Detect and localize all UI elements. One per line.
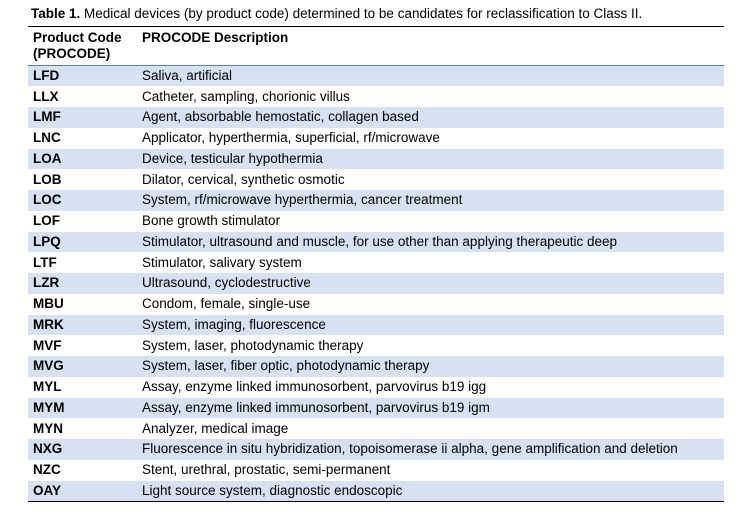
row-product-code: MBU xyxy=(33,296,64,312)
table-row xyxy=(28,356,724,377)
row-description: Applicator, hyperthermia, superficial, rf/microwave xyxy=(142,130,440,146)
row-description: Stent, urethral, prostatic, semi-permanent xyxy=(142,462,391,478)
table-row xyxy=(28,294,724,315)
row-description: Dilator, cervical, synthetic osmotic xyxy=(142,171,345,187)
table-row xyxy=(28,398,724,419)
caption-text: Medical devices (by product code) determined to be candidates for reclassification to Class II. xyxy=(80,6,643,21)
table-row xyxy=(28,107,724,128)
table-row xyxy=(28,481,724,502)
row-product-code: MYN xyxy=(33,420,63,436)
row-description: Assay, enzyme linked immunosorbent, parvovirus b19 igm xyxy=(142,399,490,415)
table-row xyxy=(28,439,724,460)
row-product-code: LOF xyxy=(33,213,60,229)
row-product-code: MYL xyxy=(33,379,62,395)
table-row xyxy=(28,169,724,190)
header-description: PROCODE Description xyxy=(142,30,289,45)
row-description: Ultrasound, cyclodestructive xyxy=(142,275,311,291)
table-body xyxy=(28,66,724,502)
row-description: Analyzer, medical image xyxy=(142,420,289,436)
table-row xyxy=(28,86,724,107)
row-product-code: NZC xyxy=(33,462,61,478)
row-product-code: NXG xyxy=(33,441,63,457)
table-row xyxy=(28,149,724,170)
row-product-code: MVG xyxy=(33,358,64,374)
table-caption xyxy=(31,6,642,21)
header-product-code-line1: Product Code xyxy=(33,30,122,45)
row-description: Light source system, diagnostic endoscopic xyxy=(142,482,403,498)
row-product-code: LMF xyxy=(33,109,61,125)
procode-table-container xyxy=(28,26,724,502)
row-description: Condom, female, single-use xyxy=(142,296,311,312)
row-product-code: MRK xyxy=(33,316,64,332)
table-row xyxy=(28,418,724,439)
procode-table xyxy=(28,26,724,502)
table-row xyxy=(28,190,724,211)
row-product-code: MYM xyxy=(33,399,65,415)
table-row xyxy=(28,460,724,481)
row-description: System, rf/microwave hyperthermia, cancer treatment xyxy=(142,192,463,208)
row-description: Agent, absorbable hemostatic, collagen based xyxy=(142,109,419,125)
row-product-code: LZR xyxy=(33,275,60,291)
table-row xyxy=(28,232,724,253)
row-description: Saliva, artificial xyxy=(142,68,233,84)
row-product-code: LTF xyxy=(33,254,57,270)
caption-label: Table 1. xyxy=(31,6,81,21)
header-product-code-line2: (PROCODE) xyxy=(33,46,111,61)
row-product-code: OAY xyxy=(33,482,62,498)
row-description: Catheter, sampling, chorionic villus xyxy=(142,88,350,104)
row-description: Bone growth stimulator xyxy=(142,213,281,229)
row-description: Stimulator, salivary system xyxy=(142,254,302,270)
row-product-code: LFD xyxy=(33,68,60,84)
row-product-code: LPQ xyxy=(33,233,61,249)
row-description: System, laser, fiber optic, photodynamic therapy xyxy=(142,358,430,374)
table-row xyxy=(28,273,724,294)
row-description: Fluorescence in situ hybridization, topoisomerase ii alpha, gene amplification and deletion xyxy=(142,441,678,457)
row-description: Assay, enzyme linked immunosorbent, parvovirus b19 igg xyxy=(142,379,487,395)
table-row xyxy=(28,315,724,336)
table-row xyxy=(28,211,724,232)
table-header-row xyxy=(28,27,724,66)
table-row xyxy=(28,377,724,398)
row-product-code: LOB xyxy=(33,171,62,187)
row-product-code: MVF xyxy=(33,337,62,353)
row-product-code: LOC xyxy=(33,192,62,208)
row-description: System, laser, photodynamic therapy xyxy=(142,337,364,353)
table-row xyxy=(28,128,724,149)
header-product-code xyxy=(28,27,138,66)
row-description: System, imaging, fluorescence xyxy=(142,316,326,332)
row-description: Device, testicular hypothermia xyxy=(142,150,323,166)
row-product-code: LOA xyxy=(33,150,62,166)
table-row xyxy=(28,66,724,87)
row-product-code: LLX xyxy=(33,88,59,104)
table-row xyxy=(28,335,724,356)
row-product-code: LNC xyxy=(33,130,61,146)
table-row xyxy=(28,252,724,273)
row-description: Stimulator, ultrasound and muscle, for use other than applying therapeutic deep xyxy=(142,233,618,249)
